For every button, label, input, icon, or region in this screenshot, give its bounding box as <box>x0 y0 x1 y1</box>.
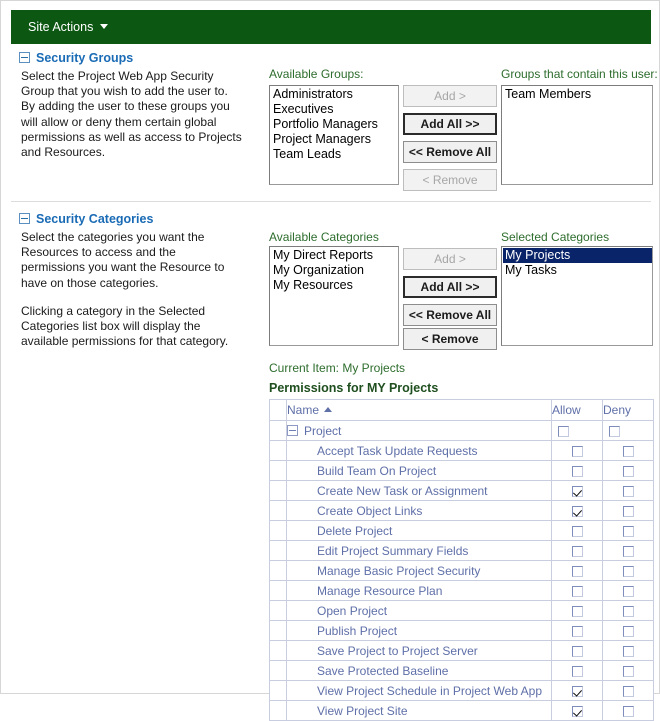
group-deny-checkbox[interactable] <box>609 426 620 437</box>
header-select-column <box>270 400 287 421</box>
header-allow-column[interactable]: Allow <box>552 400 603 421</box>
permission-deny-checkbox[interactable] <box>623 586 634 597</box>
permission-deny-cell <box>603 461 654 481</box>
table-row <box>270 441 654 461</box>
selected-categories-listbox[interactable] <box>501 246 653 346</box>
permission-name-link[interactable]: Publish Project <box>317 623 398 638</box>
permission-deny-cell <box>603 581 654 601</box>
row-select-cell <box>270 581 287 601</box>
groups-containing-user-listbox[interactable] <box>501 85 653 185</box>
permission-name-link[interactable]: Delete Project <box>317 523 393 538</box>
permission-deny-checkbox[interactable] <box>623 646 634 657</box>
permission-allow-cell <box>552 661 603 681</box>
header-name-label: Name <box>287 403 320 417</box>
section-header-security-categories[interactable] <box>19 212 153 226</box>
row-select-cell <box>270 561 287 581</box>
table-row <box>270 521 654 541</box>
add-all-groups-button[interactable]: Add All >> <box>403 113 497 135</box>
permission-deny-checkbox[interactable] <box>623 506 634 517</box>
permission-allow-cell <box>552 541 603 561</box>
permission-name-cell <box>287 701 552 721</box>
table-header-row <box>270 400 654 421</box>
permission-allow-checkbox[interactable] <box>572 626 583 637</box>
permission-deny-checkbox[interactable] <box>623 486 634 497</box>
available-categories-listbox[interactable] <box>269 246 399 346</box>
permission-allow-checkbox[interactable] <box>572 586 583 597</box>
description-paragraph: Select the Project Web App Security Group that you wish to add the user to. By adding the user to these groups you will allow or deny them certain global permissions as well as access to Projects and Resources. <box>21 69 242 160</box>
permission-allow-checkbox[interactable] <box>572 466 583 477</box>
permission-deny-checkbox[interactable] <box>623 686 634 697</box>
permission-name-link[interactable]: View Project Site <box>317 703 408 718</box>
permission-allow-cell <box>552 521 603 541</box>
list-item[interactable]: Administrators <box>273 87 353 101</box>
group-allow-checkbox[interactable] <box>558 426 569 437</box>
table-row <box>270 621 654 641</box>
list-item[interactable]: My Organization <box>273 263 365 277</box>
permission-allow-cell <box>552 701 603 721</box>
site-actions-label: Site Actions <box>28 20 94 34</box>
permission-name-cell <box>287 581 552 601</box>
site-actions-menu[interactable] <box>28 19 108 35</box>
chevron-down-icon <box>100 24 108 29</box>
row-select-cell <box>270 541 287 561</box>
selected-categories-label: Selected Categories <box>501 230 610 244</box>
section-divider <box>11 201 651 202</box>
sort-ascending-icon <box>324 407 332 412</box>
collapse-minus-icon[interactable] <box>19 213 30 224</box>
permission-allow-checkbox[interactable] <box>572 506 583 517</box>
table-row <box>270 541 654 561</box>
permission-deny-cell <box>603 561 654 581</box>
permission-allow-cell <box>552 481 603 501</box>
permission-name-link[interactable]: Create Object Links <box>317 503 423 518</box>
permission-allow-checkbox[interactable] <box>572 666 583 677</box>
add-all-categories-button[interactable]: Add All >> <box>403 276 497 298</box>
permission-deny-cell <box>603 701 654 721</box>
description-paragraph: Clicking a category in the Selected Categories list box will display the available permissions for that category. <box>21 303 229 349</box>
remove-category-button[interactable]: < Remove <box>403 328 497 350</box>
row-select-cell <box>270 601 287 621</box>
permission-name-cell <box>287 501 552 521</box>
permission-deny-cell <box>603 661 654 681</box>
permission-name-cell <box>287 661 552 681</box>
row-select-cell <box>270 501 287 521</box>
row-select-cell <box>270 641 287 661</box>
permission-allow-checkbox[interactable] <box>572 446 583 457</box>
table-row <box>270 701 654 721</box>
permission-deny-cell <box>603 681 654 701</box>
list-item-selected[interactable]: My Projects <box>503 248 652 263</box>
permission-deny-cell <box>603 441 654 461</box>
table-row <box>270 581 654 601</box>
permission-name-cell <box>287 681 552 701</box>
permissions-title: Permissions for MY Projects <box>269 381 439 395</box>
permission-deny-cell <box>603 621 654 641</box>
add-category-button[interactable]: Add > <box>403 248 497 270</box>
table-row <box>270 561 654 581</box>
list-item[interactable]: Team Members <box>505 87 592 101</box>
permission-allow-cell <box>552 441 603 461</box>
permission-name-link[interactable]: Save Project to Project Server <box>317 643 478 658</box>
tree-collapse-icon[interactable] <box>287 425 298 436</box>
permission-deny-checkbox[interactable] <box>623 606 634 617</box>
description-paragraph: Select the categories you want the Resources to access and the permissions you want the Resource to have on those categories. <box>21 230 225 290</box>
permission-allow-cell <box>552 641 603 661</box>
permission-name-link[interactable]: Manage Basic Project Security <box>317 563 481 578</box>
row-select-cell <box>270 621 287 641</box>
list-item[interactable]: Project Managers <box>273 132 371 146</box>
permission-deny-checkbox[interactable] <box>623 526 634 537</box>
permission-name-cell <box>287 521 552 541</box>
remove-group-button[interactable]: < Remove <box>403 169 497 191</box>
permission-deny-checkbox[interactable] <box>623 626 634 637</box>
permission-allow-checkbox[interactable] <box>572 546 583 557</box>
permission-name-link[interactable]: Save Protected Baseline <box>317 663 449 678</box>
permission-deny-checkbox[interactable] <box>623 546 634 557</box>
permissions-table-body <box>270 421 654 721</box>
permission-name-cell <box>287 541 552 561</box>
permission-name-cell <box>287 441 552 461</box>
table-row <box>270 481 654 501</box>
permission-allow-checkbox[interactable] <box>572 606 583 617</box>
permission-allow-checkbox[interactable] <box>572 526 583 537</box>
groups-containing-user-label: Groups that contain this user: <box>501 67 658 81</box>
available-groups-listbox[interactable] <box>269 85 399 185</box>
top-ribbon <box>11 10 651 44</box>
permission-name-cell <box>287 481 552 501</box>
header-name-column[interactable] <box>287 400 552 421</box>
permissions-table <box>269 399 654 721</box>
permission-deny-cell <box>603 521 654 541</box>
permission-allow-cell <box>552 461 603 481</box>
permission-name-link[interactable]: Open Project <box>317 603 388 618</box>
list-item[interactable]: My Direct Reports <box>273 248 374 262</box>
permission-deny-checkbox[interactable] <box>623 466 634 477</box>
permission-allow-cell <box>552 561 603 581</box>
row-select-cell <box>270 521 287 541</box>
permission-deny-checkbox[interactable] <box>623 706 634 717</box>
group-name-cell <box>287 421 552 441</box>
table-row <box>270 681 654 701</box>
list-item[interactable]: My Resources <box>273 278 353 292</box>
section-description-security-categories <box>21 230 243 349</box>
table-row-group <box>270 421 654 441</box>
remove-all-categories-button[interactable]: << Remove All <box>403 304 497 326</box>
permission-allow-cell <box>552 621 603 641</box>
row-select-cell <box>270 701 287 721</box>
permission-name-cell <box>287 561 552 581</box>
section-header-security-groups[interactable] <box>19 51 133 65</box>
permission-name-cell <box>287 461 552 481</box>
permission-name-link[interactable]: Build Team On Project <box>317 463 437 478</box>
permission-allow-checkbox[interactable] <box>572 566 583 577</box>
section-description-security-groups <box>21 69 243 160</box>
row-select-cell <box>270 661 287 681</box>
table-row <box>270 601 654 621</box>
group-deny-cell <box>603 421 654 441</box>
permission-allow-checkbox[interactable] <box>572 646 583 657</box>
list-item[interactable]: Executives <box>273 102 334 116</box>
header-deny-column[interactable]: Deny <box>603 400 654 421</box>
permission-deny-cell <box>603 641 654 661</box>
permission-allow-checkbox[interactable] <box>572 706 583 717</box>
available-groups-label: Available Groups: <box>269 67 364 81</box>
collapse-minus-icon[interactable] <box>19 52 30 63</box>
remove-all-groups-button[interactable]: << Remove All <box>403 141 497 163</box>
permission-allow-cell <box>552 601 603 621</box>
permission-name-cell <box>287 641 552 661</box>
table-row <box>270 641 654 661</box>
list-item[interactable]: Team Leads <box>273 147 342 161</box>
group-allow-cell <box>552 421 603 441</box>
table-row <box>270 661 654 681</box>
permission-allow-cell <box>552 501 603 521</box>
row-select-cell <box>270 421 287 441</box>
permission-deny-checkbox[interactable] <box>623 566 634 577</box>
permission-deny-checkbox[interactable] <box>623 666 634 677</box>
group-name-link[interactable]: Project <box>304 423 342 438</box>
permission-name-cell <box>287 621 552 641</box>
row-select-cell <box>270 681 287 701</box>
permission-name-link[interactable]: View Project Schedule in Project Web App <box>317 683 543 698</box>
permission-name-link[interactable]: Accept Task Update Requests <box>317 443 478 458</box>
permission-deny-cell <box>603 501 654 521</box>
table-row <box>270 501 654 521</box>
section-title-security-categories: Security Categories <box>36 212 154 226</box>
permission-allow-cell <box>552 581 603 601</box>
permission-name-cell <box>287 601 552 621</box>
row-select-cell <box>270 461 287 481</box>
available-categories-label: Available Categories <box>269 230 379 244</box>
row-select-cell <box>270 441 287 461</box>
row-select-cell <box>270 481 287 501</box>
permission-allow-cell <box>552 681 603 701</box>
permission-name-link[interactable]: Edit Project Summary Fields <box>317 543 469 558</box>
permission-name-link[interactable]: Manage Resource Plan <box>317 583 443 598</box>
permission-deny-cell <box>603 601 654 621</box>
table-row <box>270 461 654 481</box>
permission-allow-checkbox[interactable] <box>572 486 583 497</box>
permission-deny-cell <box>603 481 654 501</box>
permission-name-link[interactable]: Create New Task or Assignment <box>317 483 488 498</box>
permission-allow-checkbox[interactable] <box>572 686 583 697</box>
list-item[interactable]: My Tasks <box>505 263 557 277</box>
current-item-label: Current Item: My Projects <box>269 361 406 375</box>
section-title-security-groups: Security Groups <box>36 51 134 65</box>
add-group-button[interactable]: Add > <box>403 85 497 107</box>
permission-deny-checkbox[interactable] <box>623 446 634 457</box>
permission-deny-cell <box>603 541 654 561</box>
list-item[interactable]: Portfolio Managers <box>273 117 378 131</box>
